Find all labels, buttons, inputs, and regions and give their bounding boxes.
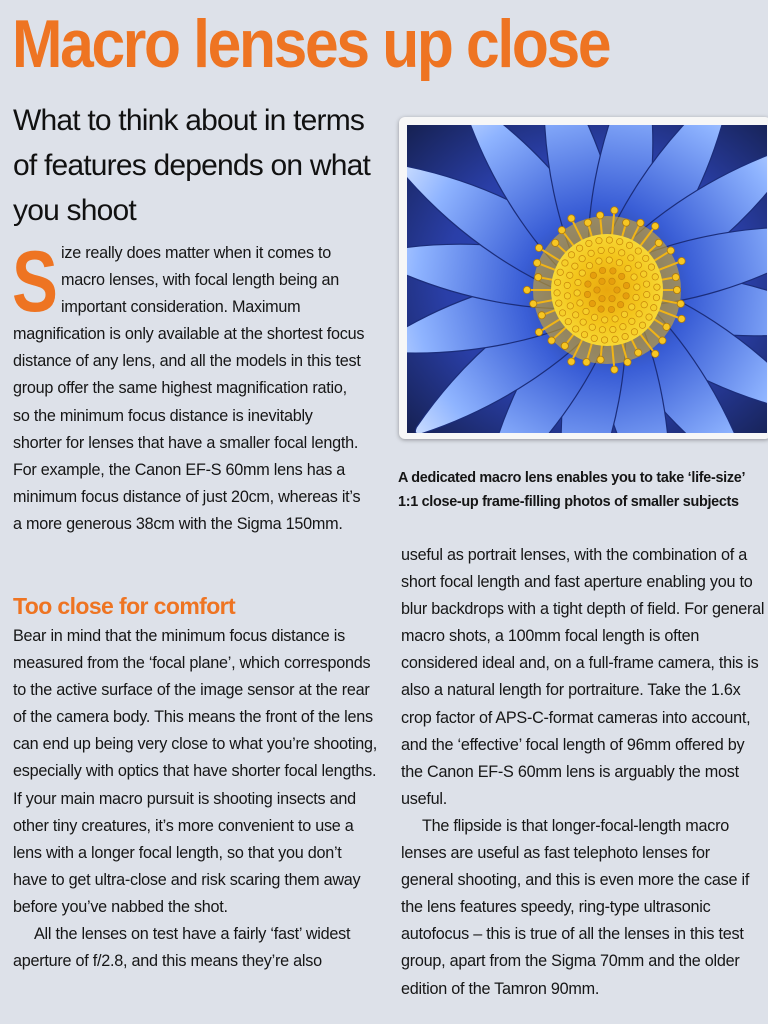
intro-text: ize really does matter when it comes to macro lenses, with focal length being an important consideration. Maximum magnification is only available at the shortest focus distance of any lens, and all the models in this test group offer the same highest magnification ratio, so the minimum focus distance is inevitably shorter for lenses that have a smaller focal length. For example, the Canon EF-S 60mm lens has a minimum focus distance of just 20cm, whereas it’s a more generous 38cm with the Sigma 150mm. (13, 244, 365, 533)
section-paragraph-1: Bear in mind that the minimum focus distance is measured from the ‘focal plane’, which corresponds to the active surface of the image sensor at the rear of the camera body. This means the front of the lens can end up being very close to what you’re shooting, especially with optics that have shorter focal lengths. If your main macro pursuit is shooting insects and other tiny creatures, it’s more convenient to use a lens with a longer focal length, so that you don’t have to get ultra-close and risk scaring them away before you’ve nabbed the shot. (13, 627, 378, 916)
right-paragraph-2: The flipside is that longer-focal-length macro lenses are useful as fast telephoto lenses for general shooting, and this is even more the case if the lens features speedy, ring-type ultrasonic autofocus – this is true of all the lenses in this test group, apart from the Sigma 70mm and the older edition of the Tamron 90mm. (401, 816, 750, 998)
right-body-column (401, 542, 765, 1003)
photo-caption: A dedicated macro lens enables you to take ‘life-size’ 1:1 close-up frame-filling photos of smaller subjects (398, 470, 745, 510)
section-heading: Too close for comfort (13, 593, 236, 619)
intro-paragraph (12, 234, 365, 538)
headline: Macro lenses up close (12, 6, 610, 82)
flower-photo (399, 117, 768, 439)
intro-column (12, 234, 365, 538)
flower-image (407, 125, 767, 433)
drop-cap: S (12, 234, 58, 330)
right-paragraph-1: useful as portrait lenses, with the combination of a short focal length and fast aperture enabling you to blur backdrops with a tight depth of field. For general macro shots, a 100mm focal length is often considered ideal and, on a full-frame camera, this is also a natural length for portraiture. Take the 1.6x crop factor of APS-C-format cameras into account, and the ‘effective’ focal length of 96mm offered by the Canon EF-S 60mm lens is arguably the most useful. (401, 546, 765, 808)
left-body-column (13, 623, 378, 975)
section-paragraph-2: All the lenses on test have a fairly ‘fast’ widest aperture of f/2.8, and this means they’re also (13, 925, 351, 971)
subheadline: What to think about in terms of features depends on what you shoot (13, 104, 371, 227)
